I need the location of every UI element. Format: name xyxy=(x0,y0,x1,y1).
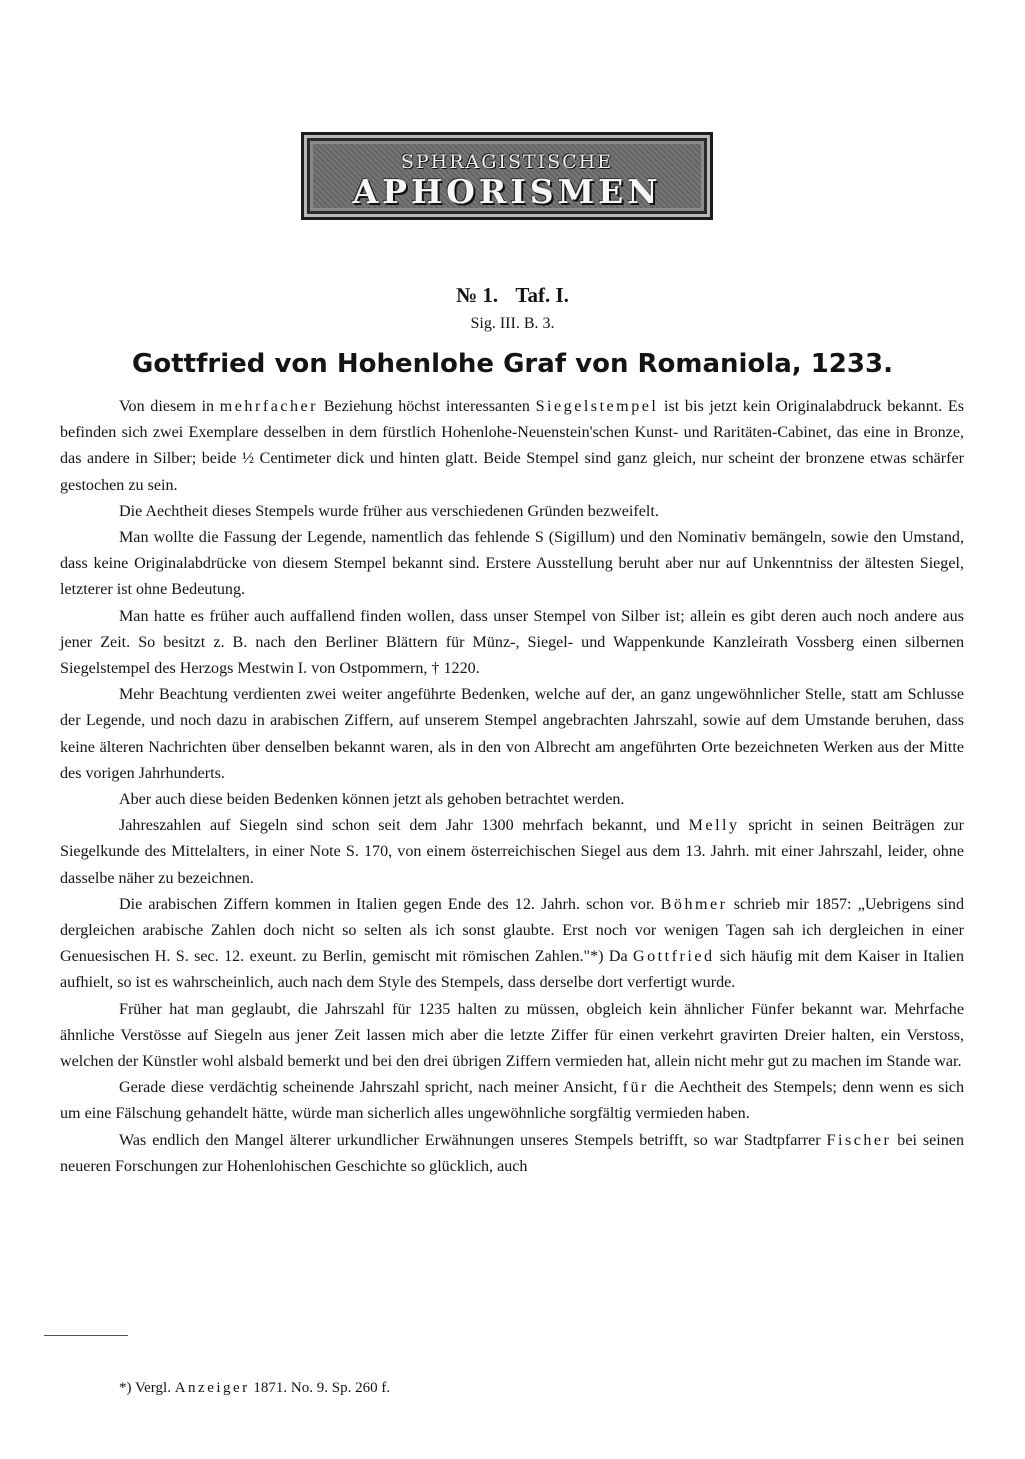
paragraph-10: Gerade diese verdächtig scheinende Jahrszahl spricht, nach meiner Ansicht, für die Aechtheit des Stempels; denn wenn es sich um eine Fälschung gehandelt hätte, würde man sicherlich alles ungewöhnliche sorgfältig vermieden haben. xyxy=(60,1079,964,1123)
paragraph-3: Man wollte die Fassung der Legende, namentlich das fehlende S (Sigillum) und den Nominativ bemängeln, sowie den Umstand, dass keine Originalabdrücke von diesem Stempel bekannt sind. Erstere Ausstellung beruht aber nur auf Unkenntniss der ältesten Siegel, letzterer ist ohne Bedeutung. xyxy=(60,529,964,599)
heading-number-line xyxy=(0,283,1025,308)
paragraph-6: Aber auch diese beiden Bedenken können jetzt als gehoben betrachtet werden. xyxy=(119,791,625,809)
title-banner xyxy=(301,132,713,220)
footnote: *) Vergl. Anzeiger 1871. No. 9. Sp. 260 f. xyxy=(119,1380,391,1396)
paragraph-4: Man hatte es früher auch auffallend finden wollen, dass unser Stempel von Silber ist; allein es gibt deren auch noch andere aus jener Zeit. So besitzt z. B. nach den Berliner Blättern für Münz-, Siegel- und Wappenkunde Kanzleirath Vossberg einen silbernen Siegelstempel des Herzogs Mestwin I. von Ostpommern, † 1220. xyxy=(60,607,964,678)
paragraph-7: Jahreszahlen auf Siegeln sind schon seit dem Jahr 1300 mehrfach bekannt, und Melly spricht in seinen Beiträgen zur Siegelkunde des Mittelalters, in einer Note S. 170, von einem österreichischen Siegel aus dem 13. Jahrh. mit einer Jahrszahl, leider, ohne dasselbe näher zu bezeichnen. xyxy=(60,817,964,887)
paragraph-5: Mehr Beachtung verdienten zwei weiter angeführte Bedenken, welche auf der, an ganz ungewöhnlicher Stelle, statt am Schlusse der Legende, und noch dazu in arabischen Ziffern, auf unserem Stempel angebrachten Jahrszahl, sowie auf dem Umstande beruhen, dass keine älteren Nachrichten über denselben bekannt waren, als in den von Albrecht am angeführten Orte bezeichneten Werken aus der Mitte des vorigen Jahrhunderts. xyxy=(60,686,964,782)
page-title: Gottfried von Hohenlohe Graf von Romaniola, 1233. xyxy=(132,349,893,379)
footnote-divider xyxy=(44,1335,128,1336)
banner-title: APHORISMEN xyxy=(352,172,662,211)
paragraph-8: Die arabischen Ziffern kommen in Italien gegen Ende des 12. Jahrh. schon vor. Böhmer schrieb mir 1857: „Uebrigens sind dergleichen arabische Zahlen doch nicht so selten als ich sonst glaubte. Erst noch vor wenigen Tagen sah ich dergleichen in einer Genuesischen H. S. sec. 12. exeunt. zu Berlin, gemischt mit römischen Zahlen."*) Da Gottfried sich häufig mit dem Kaiser in Italien aufhielt, so ist es wahrscheinlich, auch nach dem Style des Stempels, dass derselbe dort verfertigt wurde. xyxy=(60,895,964,992)
paragraph-11: Was endlich den Mangel älterer urkundlicher Erwähnungen unseres Stempels betrifft, so war Stadtpfarrer Fischer bei seinen neueren Forschungen zur Hohenlohischen Geschichte so glücklich, auch xyxy=(60,1131,964,1175)
plate-reference: Taf. I. xyxy=(515,283,569,307)
paragraph-2: Die Aechtheit dieses Stempels wurde früher aus verschiedenen Gründen bezweifelt. xyxy=(119,502,659,520)
article-body xyxy=(60,394,964,1180)
paragraph-9: Früher hat man geglaubt, die Jahrszahl für 1235 halten zu müssen, obgleich kein ähnlicher Fünfer bekannt war. Mehrfache ähnliche Verstösse auf Siegeln aus jener Zeit lassen mich aber die letzte Ziffer für einen verkehrt gravirten Dreier halten, ein Verstoss, welchen der Künstler wohl alsbald bemerkt und bei den drei übrigen Ziffern vermieden hat, allein nicht mehr gut zu machen im Stande war. xyxy=(60,1000,964,1071)
paragraph-1: Von diesem in mehrfacher Beziehung höchst interessanten Siegelstempel ist bis jetzt kein Originalabdruck bekannt. Es befinden sich zwei Exemplare desselben in dem fürstlich Hohenlohe-Neuenstein'schen Kunst- und Raritäten-Cabinet, das eine in Bronze, das andere in Silber; beide ½ Centimeter dick und hinten glatt. Beide Stempel sind ganz gleich, nur scheint der bronzene etwas schärfer gestochen zu sein. xyxy=(60,398,964,494)
banner-subtitle: SPHRAGISTISCHE xyxy=(400,151,614,173)
signature-reference: Sig. III. B. 3. xyxy=(470,315,555,332)
document-number: № 1. xyxy=(456,283,499,307)
